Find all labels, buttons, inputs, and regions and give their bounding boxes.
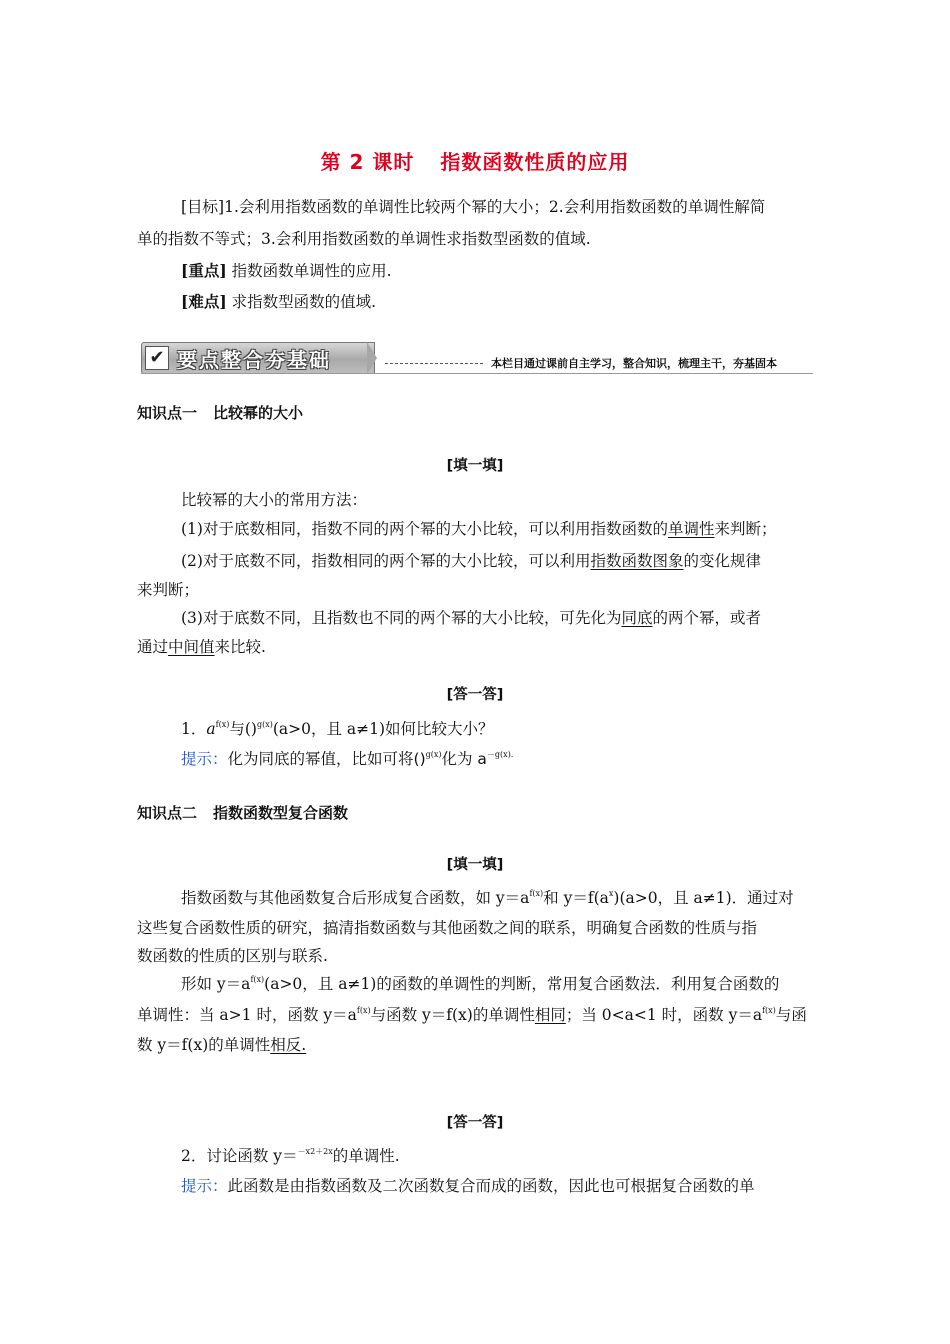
question-1: 1．$a^{f(x)}$与()$^{g(x)}$(a>0，且 a≠1)如何比较大小？ <box>181 720 494 738</box>
lesson-number: 第 2 课时 <box>320 150 415 174</box>
question-2: 2．讨论函数 y＝$^{-x2+2x}$的单调性. <box>181 1147 400 1165</box>
section2-answer-heading: [答一答] <box>446 1115 504 1131</box>
key-point: [重点] 指数函数单调性的应用. <box>181 261 392 280</box>
underlined-answer: 相同 <box>534 1006 566 1024</box>
section1-item-2-cont: 来判断； <box>137 581 200 599</box>
section1-item-3-cont: 通过中间值来比较. <box>137 638 266 656</box>
hint-2: 提示：此函数是由指数函数及二次函数复合而成的函数，因此也可根据复合函数的单 <box>181 1177 755 1195</box>
section-banner <box>141 340 813 376</box>
banner-dashed-line <box>385 363 483 364</box>
section2-paragraph-2-line-2: 单调性：当 a>1 时，函数 $y=a^{f(x)}$与函数 y＝f(x)的单调性相同；当 0<a<1 时，函数 $y=a^{f(x)}$与函 <box>137 1006 807 1024</box>
goals-tag: [目标] <box>181 198 225 216</box>
section1-intro: 比较幂的大小的常用方法： <box>181 491 368 509</box>
section1-item-2: (2)对于底数不同，指数相同的两个幂的大小比较，可以利用指数函数图象的变化规律 <box>181 552 761 570</box>
banner-title: 要点整合夯基础 <box>177 348 331 372</box>
section1-answer-heading: [答一答] <box>446 687 504 703</box>
underlined-answer: 单调性 <box>667 520 715 538</box>
section1-item-1: (1)对于底数相同，指数不同的两个幂的大小比较，可以利用指数函数的单调性来判断； <box>181 520 777 538</box>
section1-fill-heading: [填一填] <box>446 458 504 474</box>
difficulty-tag: [难点] <box>181 292 227 311</box>
section2-paragraph-1-line-1: 指数函数与其他函数复合后形成复合函数，如 $y=a^{f(x)}$和 $y=f(a^x)(a>0$，且 a≠1)．通过对 <box>181 889 794 907</box>
checkmark-icon: ✔ <box>145 346 169 370</box>
section2-paragraph-1-line-2: 这些复合函数性质的研究，搞清指数函数与其他函数之间的联系，明确复合函数的性质与指 <box>137 919 758 937</box>
lesson-title: 指数函数性质的应用 <box>440 150 630 174</box>
hint-1: 提示：化为同底的幂值，比如可将()$^{g(x)}$化为 $a^{-g(x).}$ <box>181 750 514 768</box>
difficulty: [难点] 求指数型函数的值域. <box>181 292 377 311</box>
section1-item-3: (3)对于底数不同，且指数也不同的两个幂的大小比较，可先化为同底的两个幂，或者 <box>181 609 761 627</box>
section2-paragraph-2-line-1: 形如 $y=a^{f(x)}(a>0$，且 a≠1)的函数的单调性的判断，常用复合函数法．利用复合函数的 <box>181 975 780 993</box>
banner-underline <box>141 373 813 374</box>
section2-paragraph-2-line-3: 数 y＝f(x)的单调性相反. <box>137 1036 307 1054</box>
banner-note: 本栏目通过课前自主学习，整合知识，梳理主干，夯基固本 <box>491 357 777 370</box>
underlined-answer: 同底 <box>621 609 653 627</box>
hint-label: 提示： <box>181 750 228 768</box>
banner-arrow-tip <box>367 342 377 374</box>
section2-fill-heading: [填一填] <box>446 857 504 873</box>
section1-heading: 知识点一 比较幂的大小 <box>137 404 304 422</box>
underlined-answer: 中间值 <box>168 638 215 656</box>
page-title <box>0 146 950 175</box>
section2-heading: 知识点二 指数函数型复合函数 <box>137 804 349 822</box>
section2-paragraph-1-line-3: 数函数的性质的区别与联系. <box>137 947 328 965</box>
key-point-tag: [重点] <box>181 261 227 280</box>
hint-label: 提示： <box>181 1177 228 1195</box>
underlined-answer: 相反. <box>270 1036 307 1054</box>
goals-line-2: 单的指数不等式；3.会利用指数函数的单调性求指数型函数的值域. <box>137 230 591 248</box>
underlined-answer: 指数函数图象 <box>590 552 684 570</box>
goals-line-1: [目标]1.会利用指数函数的单调性比较两个幂的大小；2.会利用指数函数的单调性解简 <box>181 198 766 216</box>
